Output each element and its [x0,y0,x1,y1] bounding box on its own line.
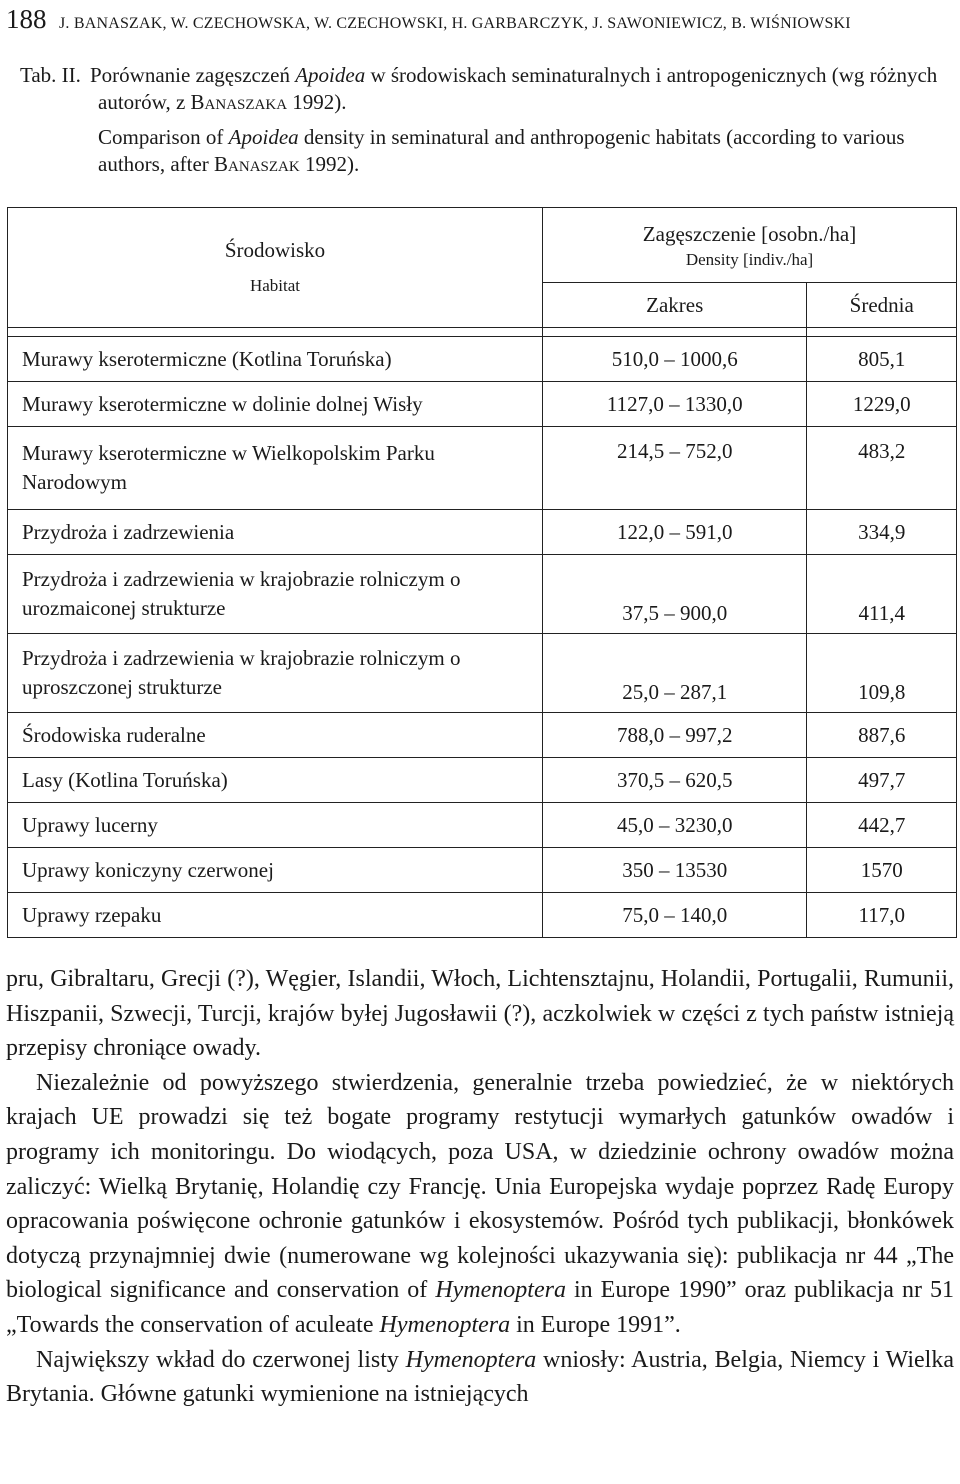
habitat-cell: Murawy kserotermiczne (Kotlina Toruńska) [8,337,543,382]
cited-author: Banaszaka [190,90,288,114]
taxon-name: Hymenoptera [405,1346,537,1373]
taxon-name: Apoidea [228,125,299,149]
table-row [8,758,957,803]
habitat-cell: Murawy kserotermiczne w dolinie dolnej Wisły [8,382,543,427]
mean-cell: 334,9 [807,510,957,555]
table-row [8,713,957,758]
running-head [6,4,954,39]
table-row [8,893,957,938]
habitat-cell: Przydroża i zadrzewienia [8,510,543,555]
mean-cell: 442,7 [807,803,957,848]
paragraph: Niezależnie od powyższego stwierdzenia, generalnie trzeba powiedzieć, że w niektórych krajach UE prowadzi się też bogate programy restytucji wymarłych gatunków owadów i programy ich monitoringu. Do wiodących, poza USA, w dziedzinie ochrony owadów można zaliczyć: Wielką Brytanię, Holandię czy Francję. Unia Europejska wydaje poprzez Radę Europy opracowania poświęcone ochronie gatunków i ekosystemów. Pośród tych publikacji, błonkówek dotyczą przynajmniej dwie (numerowane wg kolejności ukazywania się): publikacja nr 44 „The biological significance and conservation of Hymenoptera in Europe 1990” oraz publikacja nr 51 „Towards the conservation of aculeate Hymenoptera in Europe 1991”. [6,1069,954,1338]
habitat-cell: Uprawy lucerny [8,803,543,848]
table-row [8,337,957,382]
table-caption [20,62,940,178]
taxon-name: Hymenoptera [435,1277,566,1304]
body-text [6,962,954,1412]
range-cell: 214,5 – 752,0 [543,427,807,510]
taxon-name: Apoidea [295,63,366,87]
habitat-cell: Uprawy rzepaku [8,893,543,938]
range-cell: 510,0 – 1000,6 [543,337,807,382]
habitat-cell: Uprawy koniczyny czerwonej [8,848,543,893]
range-cell: 122,0 – 591,0 [543,510,807,555]
table-row [8,427,957,510]
habitat-cell: Przydroża i zadrzewienia w krajobrazie rolniczym o urozmaiconej strukturze [8,555,543,634]
range-column-header: Zakres [543,283,807,328]
table-row [8,555,957,634]
table-row [8,382,957,427]
mean-column-header: Średnia [807,283,957,328]
caption-english: Comparison of Apoidea density in seminatural and anthropogenic habitats (according to various authors, after Banaszak 1992). [98,125,905,176]
mean-cell: 117,0 [807,893,957,938]
mean-cell: 497,7 [807,758,957,803]
table-row [8,510,957,555]
habitat-cell: Lasy (Kotlina Toruńska) [8,758,543,803]
habitat-cell: Środowiska ruderalne [8,713,543,758]
table-label: Tab. II. [20,63,81,87]
density-table [7,207,957,938]
habitat-column-header: Środowisko Habitat [8,208,543,328]
habitat-cell: Przydroża i zadrzewienia w krajobrazie rolniczym o uproszczonej strukturze [8,634,543,713]
range-cell: 25,0 – 287,1 [543,634,807,713]
table-row [8,803,957,848]
range-cell: 75,0 – 140,0 [543,893,807,938]
density-column-header: Zagęszczenie [osobn./ha] Density [indiv./ha] [543,208,957,283]
range-cell: 788,0 – 997,2 [543,713,807,758]
mean-cell: 1570 [807,848,957,893]
table-row [8,634,957,713]
mean-cell: 411,4 [807,555,957,634]
range-cell: 370,5 – 620,5 [543,758,807,803]
mean-cell: 483,2 [807,427,957,510]
mean-cell: 887,6 [807,713,957,758]
caption-polish: Tab. II. Porównanie zagęszczeń Apoidea w środowiskach seminaturalnych i antropogenicznych (wg różnych autorów, z Banaszaka 1992). [20,63,938,114]
mean-cell: 1229,0 [807,382,957,427]
range-cell: 45,0 – 3230,0 [543,803,807,848]
taxon-name: Hymenoptera [379,1311,511,1338]
table-row [8,848,957,893]
range-cell: 1127,0 – 1330,0 [543,382,807,427]
habitat-cell: Murawy kserotermiczne w Wielkopolskim Parku Narodowym [8,427,543,510]
page-number: 188 [6,4,47,34]
paragraph: pru, Gibraltaru, Grecji (?), Węgier, Islandii, Włoch, Lichtensztajnu, Holandii, Portugalii, Rumunii, Hiszpanii, Szwecji, Turcji, krajów byłej Jugosławii (?), aczkolwiek w części z tych państw istnieją przepisy chroniące owady. [6,966,954,1062]
cited-author: Banaszak [214,152,300,176]
paragraph: Największy wkład do czerwonej listy Hymenoptera wniosły: Austria, Belgia, Niemcy i Wielka Brytania. Główne gatunki wymienione na istniejących [6,1346,954,1408]
mean-cell: 109,8 [807,634,957,713]
mean-cell: 805,1 [807,337,957,382]
range-cell: 37,5 – 900,0 [543,555,807,634]
range-cell: 350 – 13530 [543,848,807,893]
running-head-authors: J. BANASZAK, W. CZECHOWSKA, W. CZECHOWSKI, H. GARBARCZYK, J. SAWONIEWICZ, B. WIŚNIOWSKI [59,15,851,32]
